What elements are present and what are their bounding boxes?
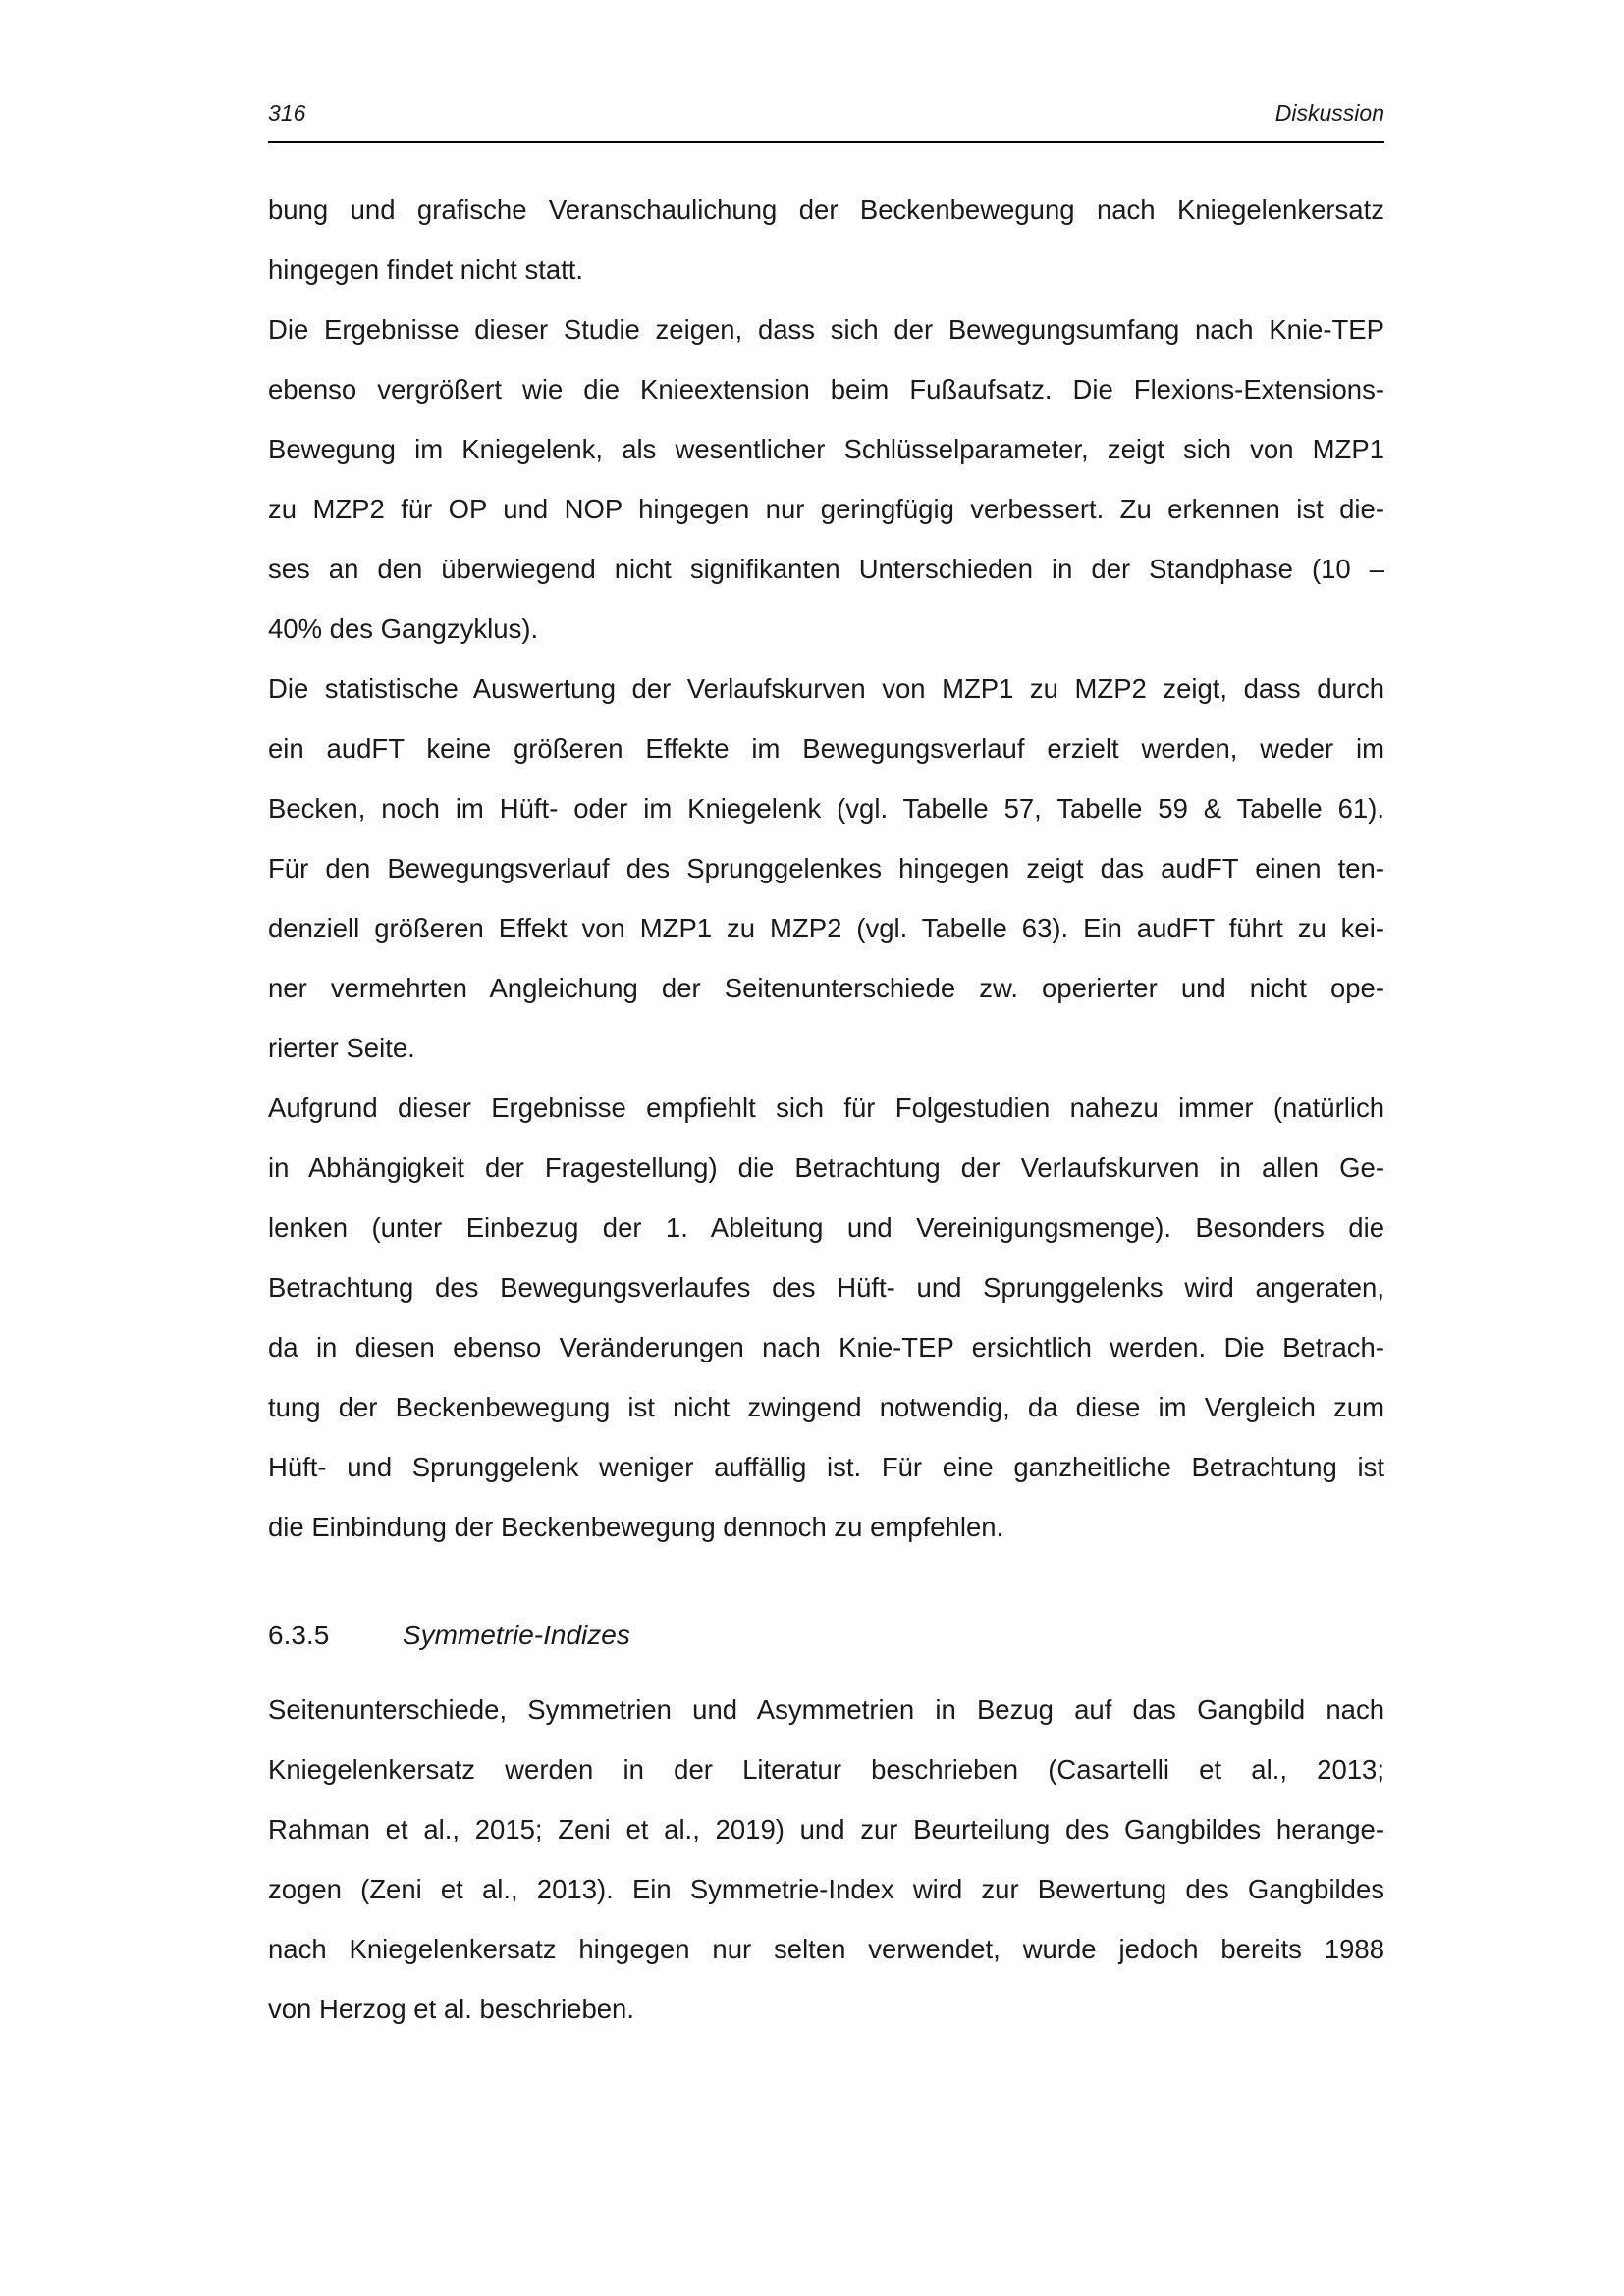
- text-line: zu MZP2 für OP und NOP hingegen nur geringfügig verbessert. Zu erkennen ist die-: [268, 494, 1384, 524]
- text-line: die Einbindung der Beckenbewegung dennoch zu empfehlen.: [268, 1512, 1004, 1542]
- paragraph: [268, 299, 1384, 659]
- text-line: in Abhängigkeit der Fragestellung) die Betrachtung der Verlaufskurven in allen Ge-: [268, 1152, 1384, 1183]
- paragraph: [268, 659, 1384, 1078]
- discussion-text: [268, 180, 1384, 1557]
- text-line: rierter Seite.: [268, 1033, 415, 1063]
- section-text: [268, 1680, 1384, 2039]
- paragraph: [268, 1680, 1384, 2039]
- text-line: Die statistische Auswertung der Verlaufskurven von MZP1 zu MZP2 zeigt, dass durch: [268, 673, 1384, 704]
- text-line: tung der Beckenbewegung ist nicht zwingend notwendig, da diese im Vergleich zum: [268, 1392, 1384, 1422]
- text-line: Betrachtung des Bewegungsverlaufes des Hüft- und Sprunggelenks wird angeraten,: [268, 1272, 1384, 1303]
- text-line: Bewegung im Kniegelenk, als wesentlicher Schlüsselparameter, zeigt sich von MZP1: [268, 434, 1384, 464]
- text-line: Die Ergebnisse dieser Studie zeigen, dass sich der Bewegungsumfang nach Knie-TEP: [268, 314, 1384, 345]
- section-title: Symmetrie-Indizes: [403, 1620, 630, 1650]
- text-line: da in diesen ebenso Veränderungen nach Knie-TEP ersichtlich werden. Die Betrach-: [268, 1332, 1384, 1362]
- text-line: denziell größeren Effekt von MZP1 zu MZP2 (vgl. Tabelle 63). Ein audFT führt zu kei-: [268, 913, 1384, 943]
- text-line: Hüft- und Sprunggelenk weniger auffällig ist. Für eine ganzheitliche Betrachtung ist: [268, 1452, 1384, 1482]
- paragraph: [268, 180, 1384, 299]
- text-line: 40% des Gangzyklus).: [268, 614, 539, 644]
- text-line: ner vermehrten Angleichung der Seitenunterschiede zw. operierter und nicht ope-: [268, 973, 1384, 1003]
- text-line: Becken, noch im Hüft- oder im Kniegelenk (vgl. Tabelle 57, Tabelle 59 & Tabelle 61).: [268, 793, 1384, 824]
- section-heading: [268, 1616, 630, 1655]
- section-number: 6.3.5: [268, 1620, 330, 1650]
- text-line: zogen (Zeni et al., 2013). Ein Symmetrie-Index wird zur Bewertung des Gangbildes: [268, 1874, 1384, 1904]
- text-line: nach Kniegelenkersatz hingegen nur selten verwendet, wurde jedoch bereits 1988: [268, 1934, 1384, 1964]
- text-line: bung und grafische Veranschaulichung der Beckenbewegung nach Kniegelenkersatz: [268, 194, 1384, 225]
- text-line: ein audFT keine größeren Effekte im Bewegungsverlauf erzielt werden, weder im: [268, 733, 1384, 764]
- page-number: 316: [268, 100, 306, 126]
- text-line: Rahman et al., 2015; Zeni et al., 2019) und zur Beurteilung des Gangbildes herange-: [268, 1814, 1384, 1844]
- text-line: ebenso vergrößert wie die Knieextension beim Fußaufsatz. Die Flexions-Extensions-: [268, 374, 1384, 404]
- text-line: lenken (unter Einbezug der 1. Ableitung und Vereinigungsmenge). Besonders die: [268, 1212, 1384, 1243]
- paragraph: [268, 1078, 1384, 1557]
- text-line: Seitenunterschiede, Symmetrien und Asymmetrien in Bezug auf das Gangbild nach: [268, 1694, 1384, 1725]
- text-line: hingegen findet nicht statt.: [268, 254, 584, 285]
- text-line: Für den Bewegungsverlauf des Sprunggelenkes hingegen zeigt das audFT einen ten-: [268, 853, 1384, 883]
- text-line: ses an den überwiegend nicht signifikanten Unterschieden in der Standphase (10 –: [268, 554, 1384, 584]
- text-line: von Herzog et al. beschrieben.: [268, 1994, 634, 2024]
- text-line: Aufgrund dieser Ergebnisse empfiehlt sich für Folgestudien nahezu immer (natürlich: [268, 1093, 1384, 1123]
- page-header: [268, 94, 1384, 143]
- text-line: Kniegelenkersatz werden in der Literatur beschrieben (Casartelli et al., 2013;: [268, 1754, 1384, 1785]
- running-title: Diskussion: [1274, 100, 1384, 126]
